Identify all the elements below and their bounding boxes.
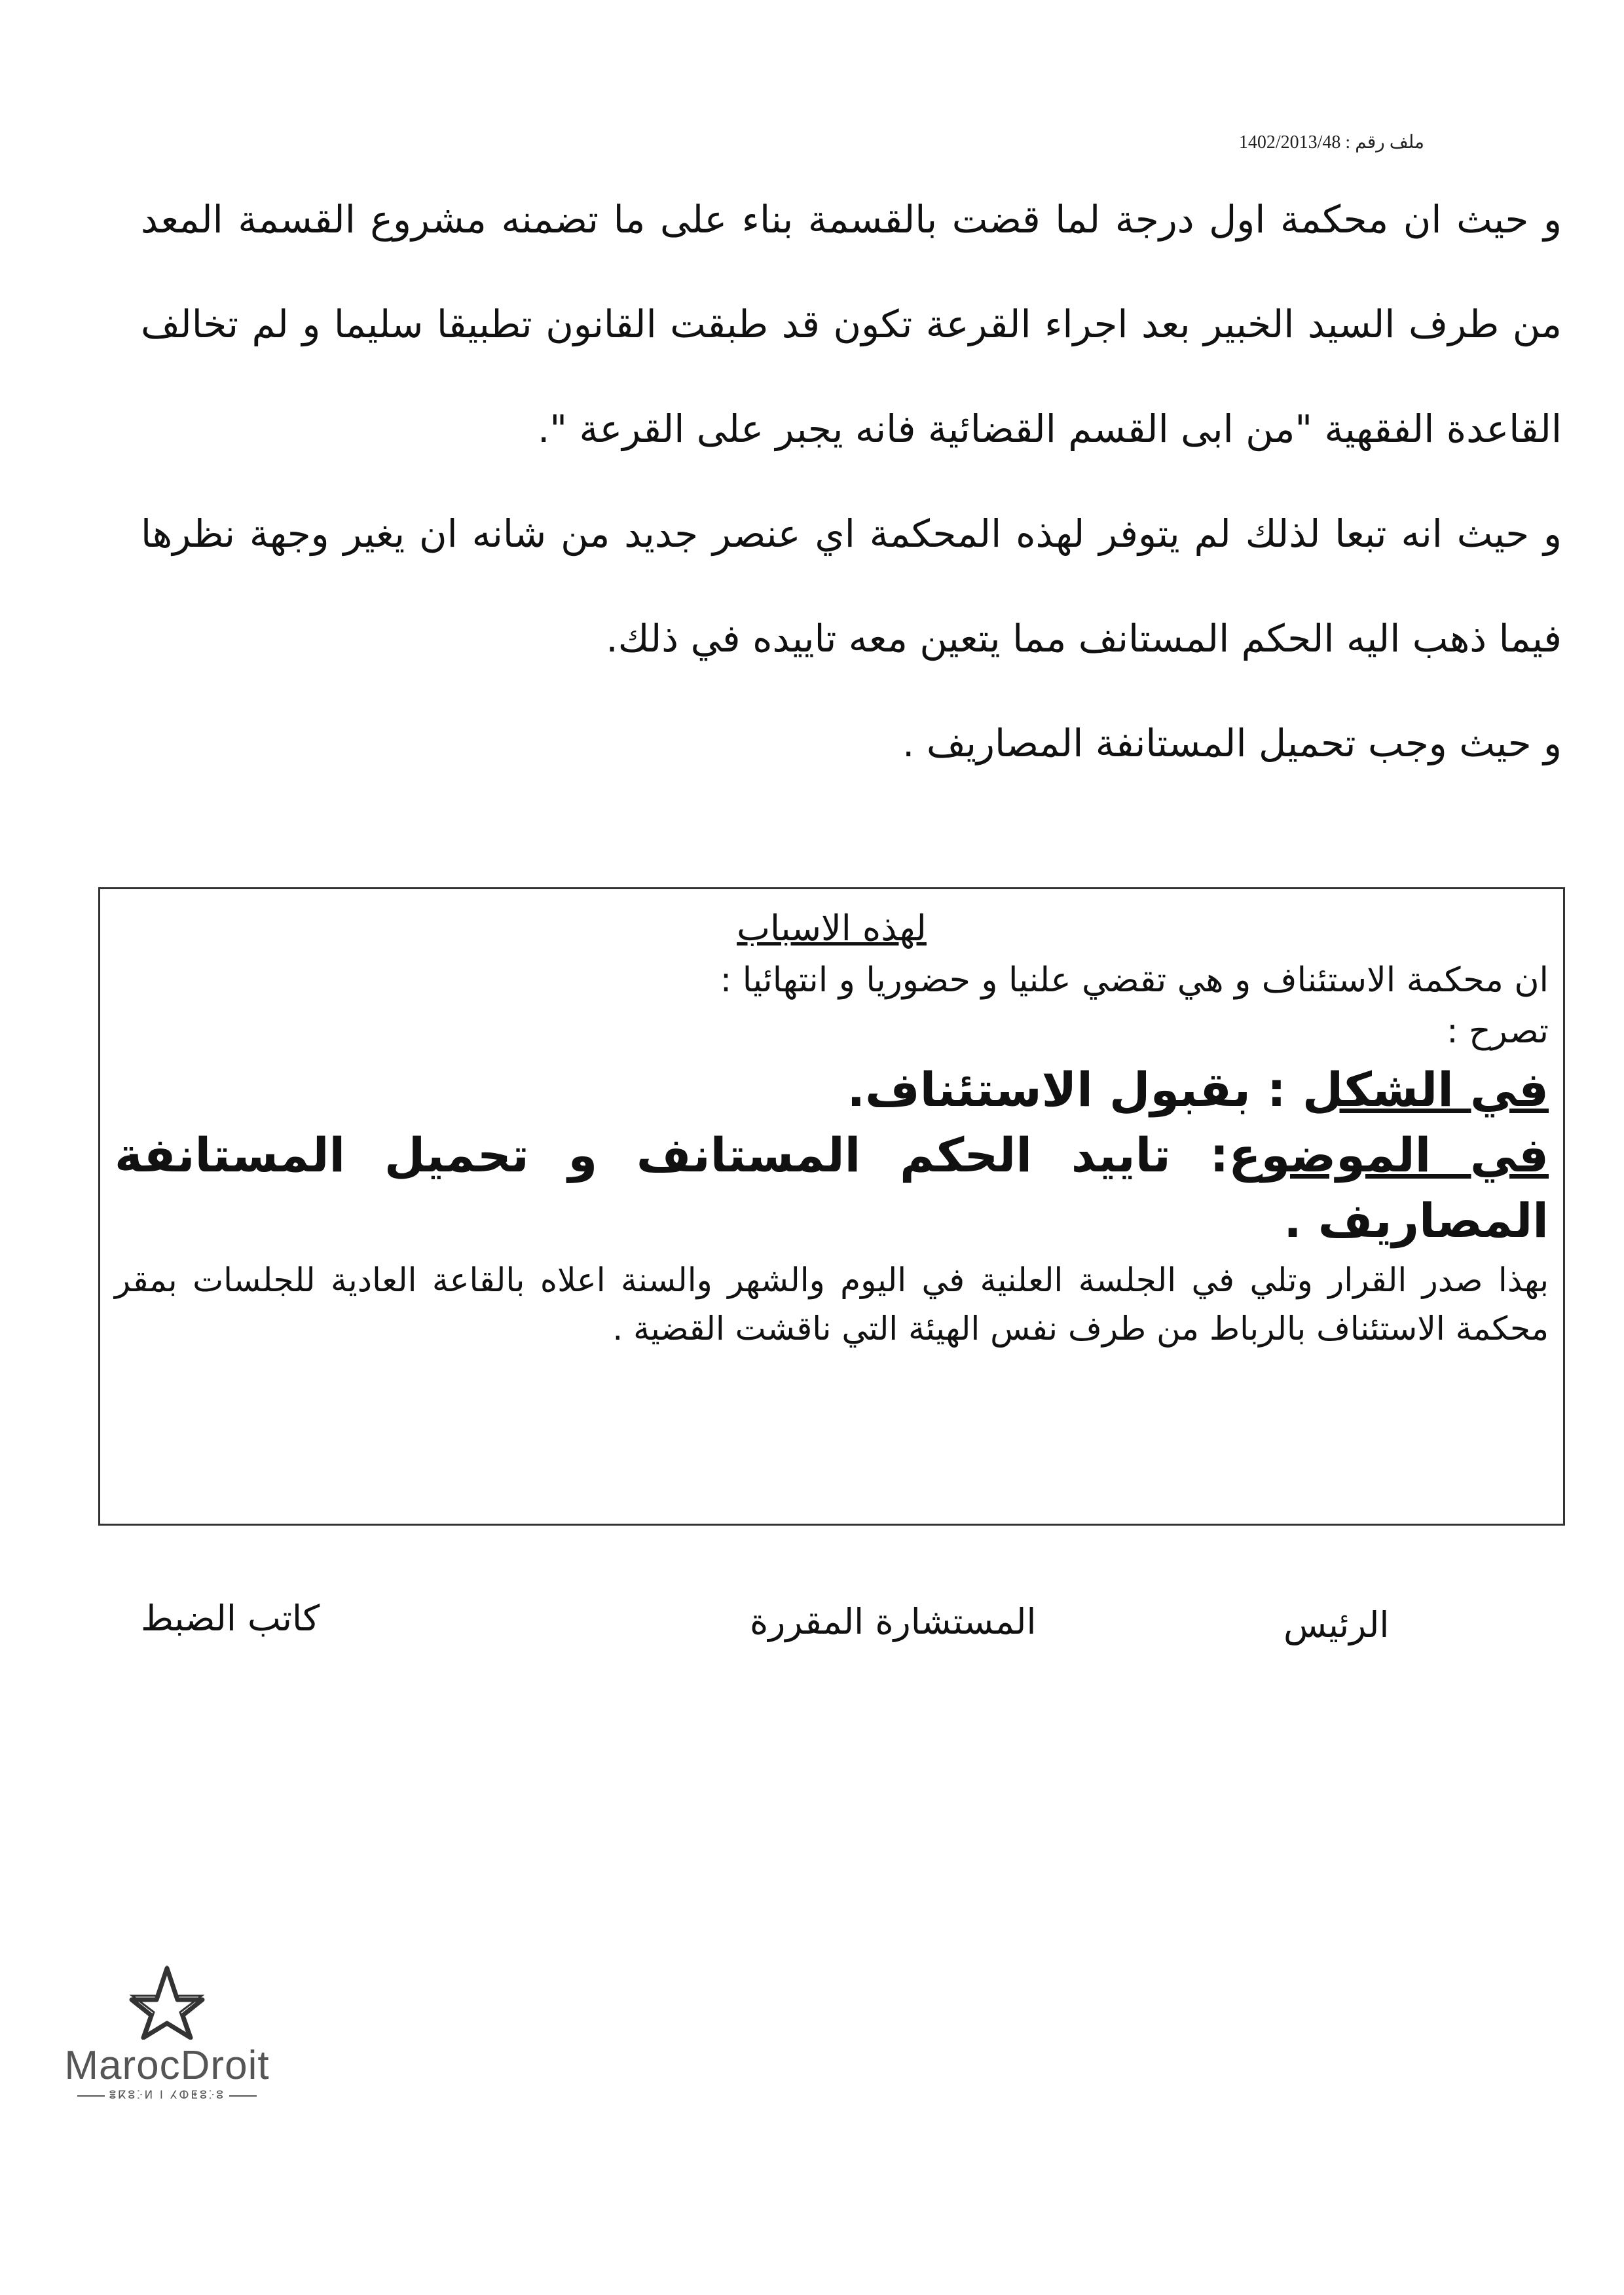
file-number: ملف رقم : 1402/2013/48: [1238, 132, 1424, 153]
ruling-form-text: : بقبول الاستئناف.: [847, 1062, 1286, 1117]
paragraph-costs: و حيث وجب تحميل المستانفة المصاريف .: [902, 721, 1562, 765]
ruling-substance-text: : تاييد الحكم المستانف و تحميل المستانفة المصاريف .: [115, 1128, 1549, 1248]
ruling-form-label: في الشكل: [1302, 1062, 1549, 1117]
paragraph-first-instance: و حيث ان محكمة اول درجة لما قضت بالقسمة بناء على ما تضمنه مشروع القسمة المعد من طرف السيد الخبير بعد اجراء القرعة تكون قد طبقت القانون تطبيقا سليما و لم تخالف القاعدة الفقهية "من ابى القسم القضائية فانه يجبر على القرعة ".: [141, 197, 1562, 451]
signature-president: الرئيس: [1283, 1604, 1390, 1645]
ruling-substance: [115, 1122, 1549, 1253]
signature-rapporteur: المستشارة المقررة: [750, 1601, 1037, 1642]
logo-tagline-text: ⴻⴽⵓⴾⵍ ⵏ ⵃⵀⵟⵓⴾⵓ: [109, 2089, 225, 2101]
ruling-heading: لهذه الاسباب: [737, 908, 927, 949]
logo-tagline: [49, 2089, 285, 2102]
ruling-declares: تصرح :: [1447, 1012, 1549, 1051]
star-icon: [128, 1964, 206, 2040]
ruling-intro: ان محكمة الاستئناف و هي تقضي علنيا و حضوريا و انتهائيا :: [720, 961, 1549, 1000]
marocdroit-logo: [49, 1964, 285, 2102]
ruling-closing: بهذا صدر القرار وتلي في الجلسة العلنية في اليوم والشهر والسنة اعلاه بالقاعة العادية للجلسات بمقر محكمة الاستئناف بالرباط من طرف نفس الهيئة التي ناقشت القضية .: [115, 1261, 1549, 1348]
ruling-substance-label: في الموضوع: [1228, 1128, 1549, 1183]
logo-name: MarocDroit: [64, 2043, 270, 2088]
paragraph-no-new-element: و حيث انه تبعا لذلك لم يتوفر لهذه المحكمة اي عنصر جديد من شانه ان يغير وجهة نظرها فيما ذهب اليه الحكم المستانف مما يتعين معه تاييده في ذلك.: [141, 511, 1562, 661]
ruling-form: [115, 1057, 1549, 1122]
document-body: [141, 167, 1562, 796]
ruling-box: [98, 887, 1565, 1526]
signature-clerk: كاتب الضبط: [141, 1598, 320, 1639]
